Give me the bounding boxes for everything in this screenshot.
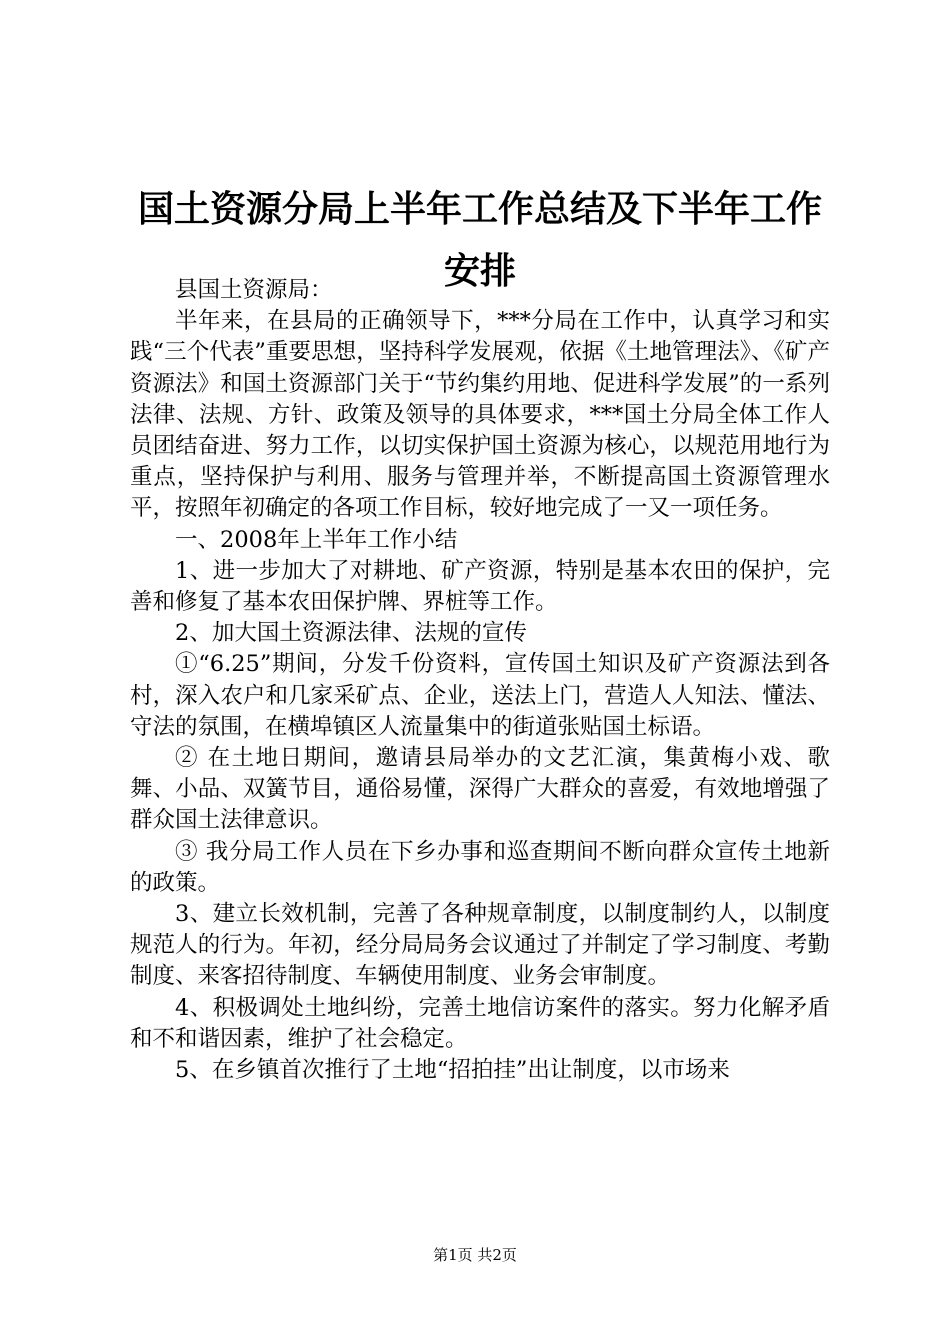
paragraph-item-5: 5、在乡镇首次推行了土地“招拍挂”出让制度，以市场来: [175, 1057, 730, 1084]
paragraph-item-4: 4、积极调处土地纠纷，完善土地信访案件的落实。努力化解矛盾和不和谐因素，维护了社会稳定。: [130, 994, 830, 1052]
paragraph-item-1: 1、进一步加大了对耕地、矿产资源，特别是基本农田的保护，完善和修复了基本农田保护牌、界桩等工作。: [130, 557, 830, 616]
salutation: 县国土资源局：: [175, 277, 333, 303]
paragraph-item-3: 3、建立长效机制，完善了各种规章制度，以制度制约人，以制度规范人的行为。年初，经分局局务会议通过了并制定了学习制度、考勤制度、来客招待制度、车辆使用制度、业务会审制度。: [130, 901, 830, 990]
paragraph-subitem-1: ①“6.25”期间，分发千份资料，宣传国土知识及矿产资源法到各村，深入农户和几家采矿点、企业，送法上门，营造人人知法、懂法、守法的氛围，在横埠镇区人流量集中的街道张贴国土标语。: [130, 651, 830, 740]
document-body: [130, 275, 830, 1086]
document-page: [130, 0, 830, 1344]
paragraph-item-2: 2、加大国土资源法律、法规的宣传: [175, 620, 527, 647]
page-footer: 第1页 共2页: [433, 1246, 517, 1264]
paragraph-subitem-2: ② 在土地日期间，邀请县局举办的文艺汇演，集黄梅小戏、歌舞、小品、双簧节目，通俗易懂，深得广大群众的喜爱，有效地增强了群众国土法律意识。: [130, 745, 830, 834]
document-title: 国土资源分局上半年工作总结及下半年工作安排: [137, 188, 822, 292]
section-heading: 一、2008年上半年工作小结: [175, 526, 458, 553]
paragraph-intro: 半年来，在县局的正确领导下，***分局在工作中，认真学习和实践“三个代表”重要思想，坚持科学发展观，依据《土地管理法》、《矿产资源法》和国土资源部门关于“节约集约用地、促进科学发展”的一系列法律、法规、方针、政策及领导的具体要求，***国土分局全体工作人员团结奋进、努力工作，以切实保护国土资源为核心，以规范用地行为重点，坚持保护与利用、服务与管理并举，不断提高国土资源管理水平，按照年初确定的各项工作目标，较好地完成了一又一项任务。: [130, 308, 830, 522]
paragraph-subitem-3: ③ 我分局工作人员在下乡办事和巡查期间不断向群众宣传土地新的政策。: [130, 838, 830, 896]
